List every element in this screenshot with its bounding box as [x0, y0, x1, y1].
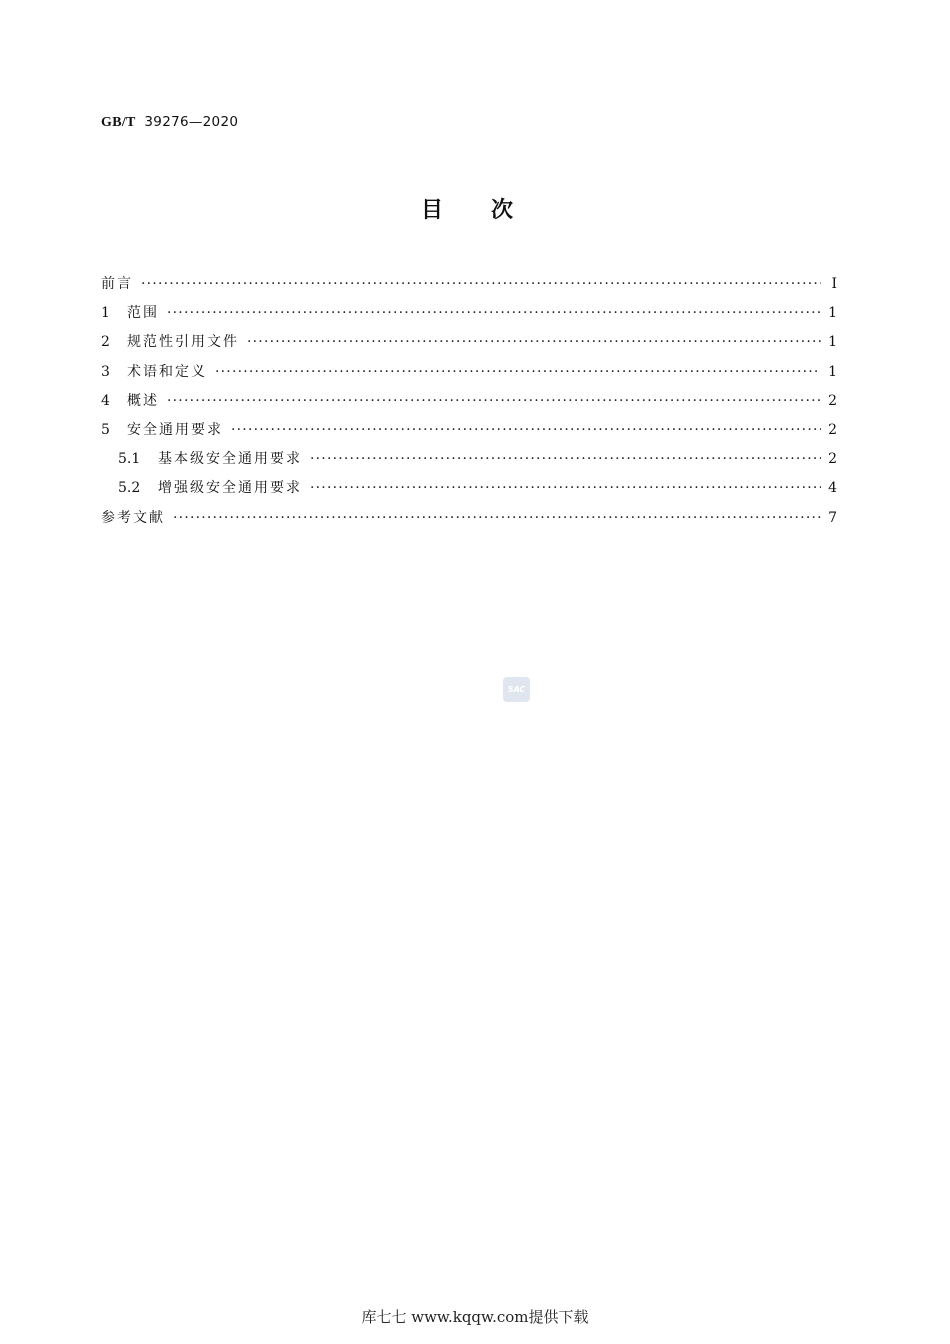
toc-item-number: 4: [101, 392, 110, 409]
toc-item-page: 1: [828, 305, 837, 322]
toc-item-number: 3: [101, 363, 110, 380]
toc-item-page: 4: [828, 480, 837, 497]
toc-item-page: Ⅰ: [831, 276, 837, 292]
toc-item-page: 1: [828, 334, 837, 351]
toc-item-overview[interactable]: [101, 387, 837, 416]
toc-leader-dots: [310, 445, 821, 474]
toc-item-foreword[interactable]: [101, 270, 837, 299]
toc-item-number: 2: [101, 334, 110, 351]
toc-item-label: 基本级安全通用要求: [158, 451, 302, 468]
toc-item-label: 增强级安全通用要求: [158, 480, 302, 497]
download-source-footer: 库七七 www.kqqw.com提供下载: [361, 1308, 589, 1326]
toc-leader-dots: [247, 328, 821, 357]
table-of-contents: [101, 270, 837, 533]
toc-item-label: 参考文献: [101, 509, 165, 526]
toc-leader-dots: [231, 416, 821, 445]
toc-item-page: 2: [828, 392, 837, 409]
standard-prefix: GB/T: [101, 115, 136, 130]
sac-logo-icon: SAC: [503, 677, 530, 702]
standard-code: [101, 114, 238, 131]
toc-item-label: 范围: [127, 305, 159, 322]
toc-leader-dots: [167, 299, 821, 328]
toc-item-terms-definitions[interactable]: [101, 358, 837, 387]
toc-item-normative-references[interactable]: [101, 328, 837, 357]
toc-item-enhanced-level[interactable]: [101, 474, 837, 503]
standard-number: 39276—2020: [144, 114, 239, 130]
toc-item-number: 1: [101, 305, 110, 322]
toc-item-number: 5.1: [118, 451, 141, 468]
toc-item-label: 安全通用要求: [127, 421, 223, 438]
toc-item-page: 2: [828, 421, 837, 438]
toc-item-page: 2: [828, 451, 837, 468]
toc-item-bibliography[interactable]: [101, 504, 837, 533]
toc-item-scope[interactable]: [101, 299, 837, 328]
toc-item-number: 5: [101, 421, 110, 438]
toc-leader-dots: [173, 504, 821, 533]
page-title: 目次: [420, 198, 561, 223]
toc-item-number: 5.2: [118, 480, 141, 497]
toc-item-label: 前言: [101, 276, 133, 292]
toc-item-basic-level[interactable]: [101, 445, 837, 474]
toc-item-label: 规范性引用文件: [127, 334, 239, 351]
toc-item-label: 术语和定义: [127, 363, 207, 380]
toc-item-page: 1: [828, 363, 837, 380]
toc-leader-dots: [215, 358, 821, 387]
toc-item-page: 7: [828, 509, 837, 526]
toc-leader-dots: [310, 474, 821, 503]
toc-leader-dots: [167, 387, 821, 416]
toc-item-general-requirements[interactable]: [101, 416, 837, 445]
toc-item-label: 概述: [127, 392, 159, 409]
toc-leader-dots: [141, 270, 821, 299]
